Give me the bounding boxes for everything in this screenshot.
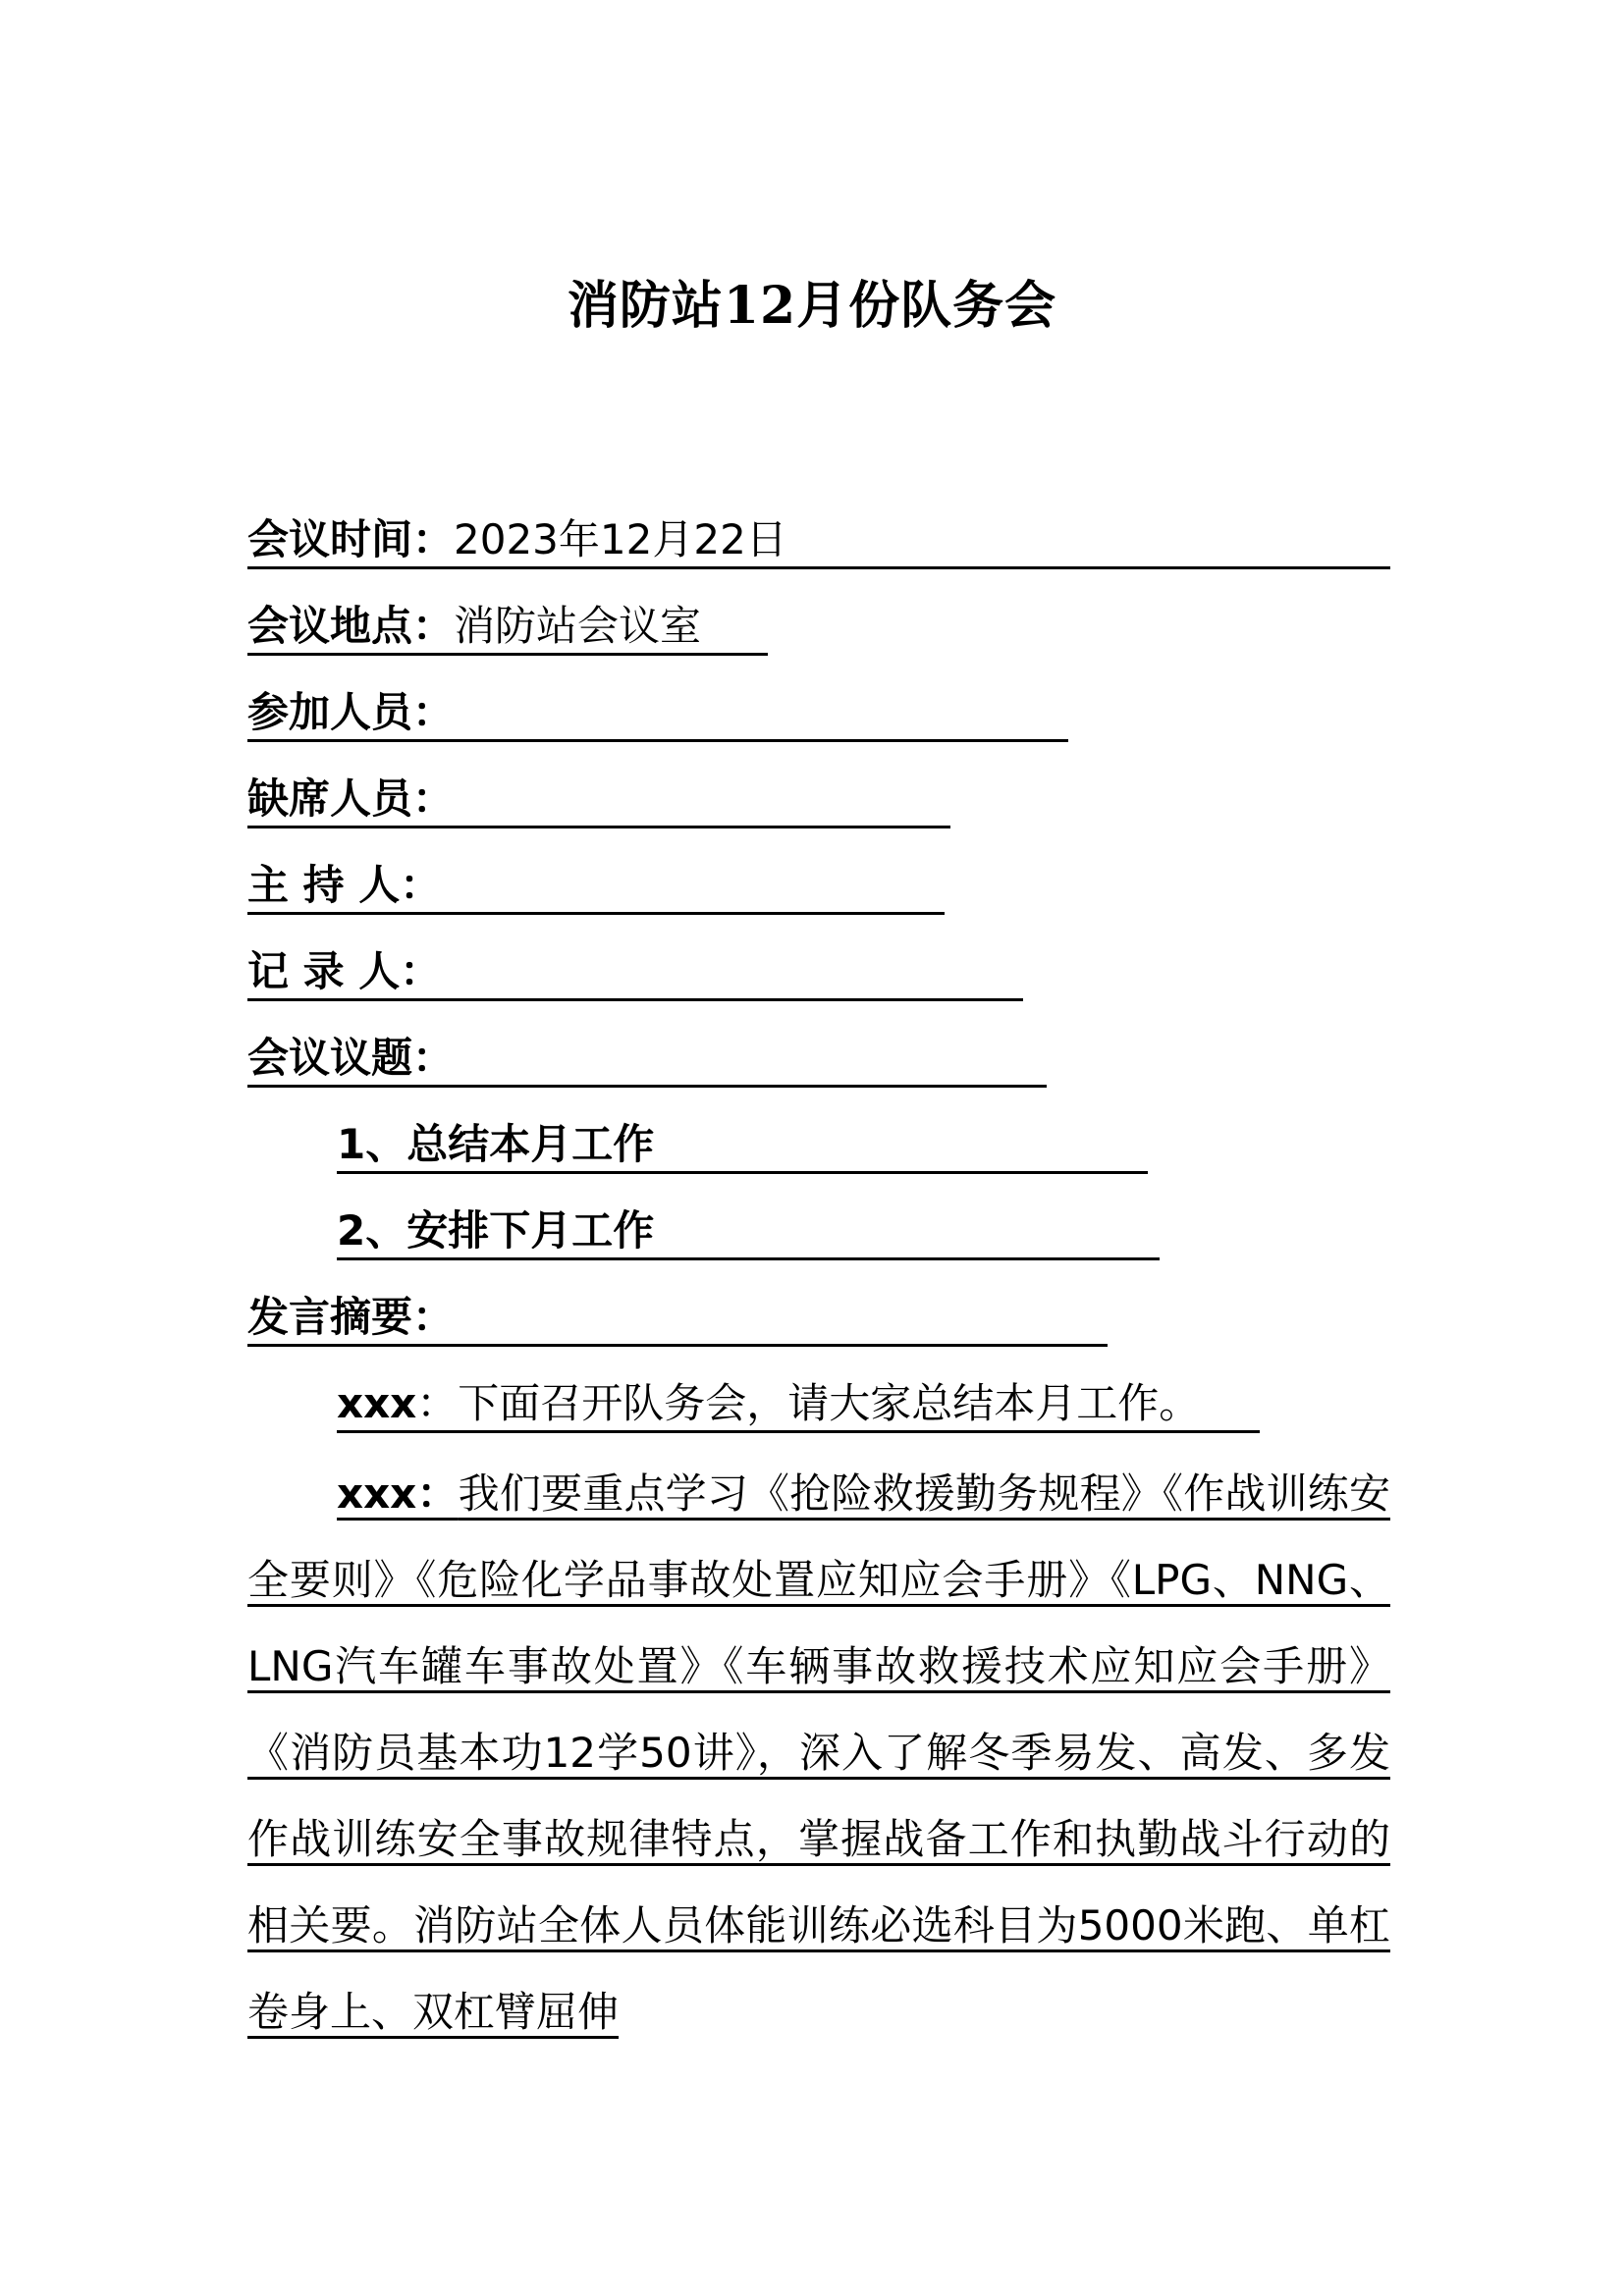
agenda-item-text: 2、安排下月工作 — [337, 1206, 655, 1255]
agenda-row — [247, 1029, 1047, 1088]
speech-1 — [337, 1374, 1260, 1433]
speech-summary-row — [247, 1288, 1108, 1347]
agenda-item-1 — [337, 1115, 1148, 1174]
meeting-place-label: 会议地点： — [247, 602, 455, 650]
agenda-item-2 — [337, 1201, 1160, 1260]
speech-summary-label: 发言摘要： — [247, 1293, 455, 1341]
agenda-label: 会议议题： — [247, 1034, 455, 1082]
meeting-time-row — [247, 510, 1390, 569]
speech-1-colon: ： — [416, 1379, 459, 1427]
speech-1-speaker: xxx — [337, 1379, 417, 1427]
attendees-row — [247, 683, 1068, 742]
agenda-item-text: 1、总结本月工作 — [337, 1120, 655, 1168]
host-row — [247, 856, 945, 915]
meeting-place-row — [247, 597, 768, 656]
host-label: 主 持 人： — [247, 861, 442, 909]
meeting-place-value: 消防站会议室 — [454, 602, 702, 650]
recorder-row — [247, 942, 1023, 1001]
speech-2-speaker: xxx： — [337, 1469, 459, 1518]
document-title: 消防站12月份队务会 — [567, 276, 1057, 336]
meeting-time-label: 会议时间： — [247, 515, 455, 563]
speech-1-text: 下面召开队务会，请大家总结本月工作。 — [458, 1379, 1201, 1427]
absentees-row — [247, 770, 950, 828]
speech-2-paragraph — [247, 1451, 1390, 2056]
speech-2-text: 我们要重点学习《抢险救援勤务规程》《作战训练安全要则》《危险化学品事故处置应知应会手册》《LPG、NNG、LNG汽车罐车事故处置》《车辆事故救援技术应知应会手册》《消防员基本功12学50讲》，深入了解冬季易发、高发、多发作战训练安全事故规律特点，掌握战备工作和执勤战斗行动的相关要。消防站全体人员体能训练必选科目为5000米跑、单杠卷身上、双杠臂屈伸 — [247, 1469, 1390, 2036]
attendees-label: 参加人员： — [247, 688, 455, 736]
recorder-label: 记 录 人： — [247, 947, 442, 995]
meeting-time-value: 2023年12月22日 — [454, 515, 787, 563]
absentees-label: 缺席人员： — [247, 774, 455, 823]
